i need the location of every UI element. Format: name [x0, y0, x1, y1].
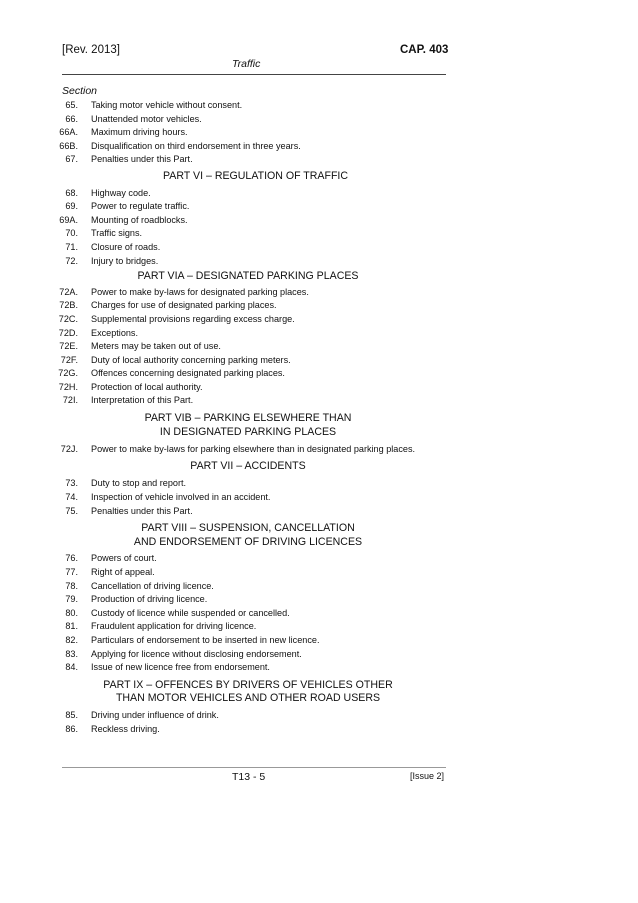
toc-row: [48, 113, 448, 127]
section-title: Cancellation of driving licence.: [91, 580, 214, 591]
section-number: 69A.: [59, 214, 78, 225]
section-number: 81.: [65, 621, 78, 632]
toc-row: [48, 620, 448, 634]
toc-row: [48, 580, 448, 594]
section-title: Fraudulent application for driving licence.: [91, 621, 257, 632]
table-of-contents: [48, 99, 448, 736]
toc-row: [48, 299, 448, 313]
section-title: Power to make by-laws for parking elsewhere than in designated parking places.: [91, 444, 416, 455]
header-rule: [62, 74, 446, 75]
section-title: Charges for use of designated parking places.: [91, 300, 277, 311]
section-title: Applying for licence without disclosing endorsement.: [91, 648, 302, 659]
section-number: 72.: [65, 255, 78, 266]
section-label: Section: [62, 85, 98, 97]
section-number: 66B.: [59, 140, 78, 151]
toc-row: [48, 661, 448, 675]
section-title: Protection of local authority.: [91, 381, 203, 392]
section-number: 71.: [65, 241, 78, 252]
section-number: 72C.: [58, 313, 78, 324]
toc-row: [48, 648, 448, 662]
section-title: Injury to bridges.: [91, 255, 159, 266]
section-number: 72E.: [59, 341, 78, 352]
section-number: 76.: [65, 553, 78, 564]
toc-row: [48, 381, 448, 395]
section-number: 72H.: [58, 381, 78, 392]
section-title: Mounting of roadblocks.: [91, 214, 188, 225]
section-number: 72A.: [59, 286, 78, 297]
part-heading-line: THAN MOTOR VEHICLES AND OTHER ROAD USERS: [115, 692, 381, 705]
toc-row: [48, 187, 448, 201]
section-title: Production of driving licence.: [91, 594, 208, 605]
section-title: Maximum driving hours.: [91, 127, 188, 138]
toc-row: [48, 354, 448, 368]
section-title: Traffic signs.: [91, 228, 143, 239]
toc-row: [48, 505, 448, 519]
section-title: Closure of roads.: [91, 241, 161, 252]
section-number: 66.: [65, 113, 78, 124]
toc-row: [48, 153, 448, 167]
toc-row: [48, 709, 448, 723]
part-heading-line: PART VIII – SUSPENSION, CANCELLATION: [141, 522, 355, 535]
toc-row: [48, 634, 448, 648]
section-number: 72D.: [58, 327, 78, 338]
section-number: 72B.: [59, 300, 78, 311]
toc-row: [48, 566, 448, 580]
section-number: 66A.: [59, 127, 78, 138]
section-title: Meters may be taken out of use.: [91, 341, 221, 352]
section-title: Inspection of vehicle involved in an accident.: [91, 492, 271, 503]
section-number: 74.: [65, 492, 78, 503]
toc-row: [48, 593, 448, 607]
toc-row: [48, 607, 448, 621]
toc-row: [48, 552, 448, 566]
section-number: 82.: [65, 634, 78, 645]
section-number: 65.: [65, 100, 78, 110]
section-title: Particulars of endorsement to be inserted in new licence.: [91, 634, 320, 645]
section-title: Supplemental provisions regarding excess charge.: [91, 313, 295, 324]
section-title: Duty of local authority concerning parking meters.: [91, 354, 291, 365]
part-heading-line: PART VIB – PARKING ELSEWHERE THAN: [144, 412, 352, 425]
section-number: 78.: [65, 580, 78, 591]
section-title: Custody of licence while suspended or cancelled.: [91, 607, 290, 618]
revision-label: [Rev. 2013]: [62, 44, 120, 56]
section-number: 86.: [65, 723, 78, 734]
toc-row: [48, 394, 448, 408]
section-title: Unattended motor vehicles.: [91, 113, 202, 124]
part-heading: [48, 522, 448, 549]
section-number: 67.: [65, 154, 78, 165]
part-heading: [48, 412, 448, 439]
section-title: Powers of court.: [91, 553, 157, 564]
toc-row: [48, 126, 448, 140]
part-heading-line: IN DESIGNATED PARKING PLACES: [159, 425, 337, 438]
part-heading-line: PART IX – OFFENCES BY DRIVERS OF VEHICLES OTHER: [103, 678, 393, 691]
toc-row: [48, 491, 448, 505]
toc-row: [48, 313, 448, 327]
section-title: Taking motor vehicle without consent.: [91, 100, 243, 110]
section-number: 77.: [65, 567, 78, 577]
section-number: 85.: [65, 709, 78, 720]
section-number: 83.: [65, 648, 78, 659]
section-title: Exceptions.: [91, 327, 139, 338]
part-heading: [48, 460, 448, 474]
section-number: 84.: [65, 662, 78, 673]
section-title: Penalties under this Part.: [91, 154, 193, 165]
part-heading-line: PART VII – ACCIDENTS: [190, 459, 306, 472]
toc-row: [48, 340, 448, 354]
toc-row: [48, 227, 448, 241]
section-number: 68.: [65, 187, 78, 198]
section-number: 72I.: [62, 395, 78, 406]
part-heading: [48, 679, 448, 706]
section-number: 80.: [65, 607, 78, 618]
toc-row: [48, 723, 448, 737]
section-number: 75.: [65, 505, 78, 516]
toc-row: [48, 241, 448, 255]
section-title: Driving under influence of drink.: [91, 709, 219, 720]
issue-label: [Issue 2]: [410, 771, 445, 781]
section-title: Duty to stop and report.: [91, 478, 187, 489]
toc-row: [48, 214, 448, 228]
section-number: 72J.: [60, 444, 78, 455]
toc-row: [48, 140, 448, 154]
section-title: Penalties under this Part.: [91, 505, 193, 516]
part-heading-line: PART VI – REGULATION OF TRAFFIC: [163, 169, 349, 182]
page-number: T13 - 5: [232, 771, 266, 783]
toc-row: [48, 99, 448, 113]
section-number: 70.: [65, 228, 78, 239]
section-title: Disqualification on third endorsement in three years.: [91, 140, 301, 151]
toc-row: [48, 443, 448, 457]
section-number: 72F.: [60, 354, 78, 365]
toc-row: [48, 327, 448, 341]
chapter-number: CAP. 403: [400, 44, 449, 56]
section-title: Offences concerning designated parking places.: [91, 368, 285, 379]
footer-rule: [62, 767, 446, 768]
section-title: Power to make by-laws for designated parking places.: [91, 286, 309, 297]
toc-row: [48, 255, 448, 269]
section-title: Reckless driving.: [91, 723, 160, 734]
part-heading-line: PART VIA – DESIGNATED PARKING PLACES: [137, 270, 359, 283]
section-number: 72G.: [58, 368, 78, 379]
toc-row: [48, 367, 448, 381]
section-title: Issue of new licence free from endorsement.: [91, 662, 270, 673]
running-title: Traffic: [232, 58, 261, 70]
section-number: 73.: [65, 478, 78, 489]
toc-row: [48, 477, 448, 491]
section-title: Power to regulate traffic.: [91, 201, 190, 212]
section-title: Interpretation of this Part.: [91, 395, 194, 406]
part-heading: [48, 170, 448, 184]
section-number: 79.: [65, 594, 78, 605]
part-heading: [48, 270, 448, 284]
section-number: 69.: [65, 201, 78, 212]
toc-row: [48, 286, 448, 300]
section-title: Highway code.: [91, 187, 151, 198]
section-title: Right of appeal.: [91, 567, 155, 577]
toc-row: [48, 200, 448, 214]
part-heading-line: AND ENDORSEMENT OF DRIVING LICENCES: [133, 535, 363, 548]
